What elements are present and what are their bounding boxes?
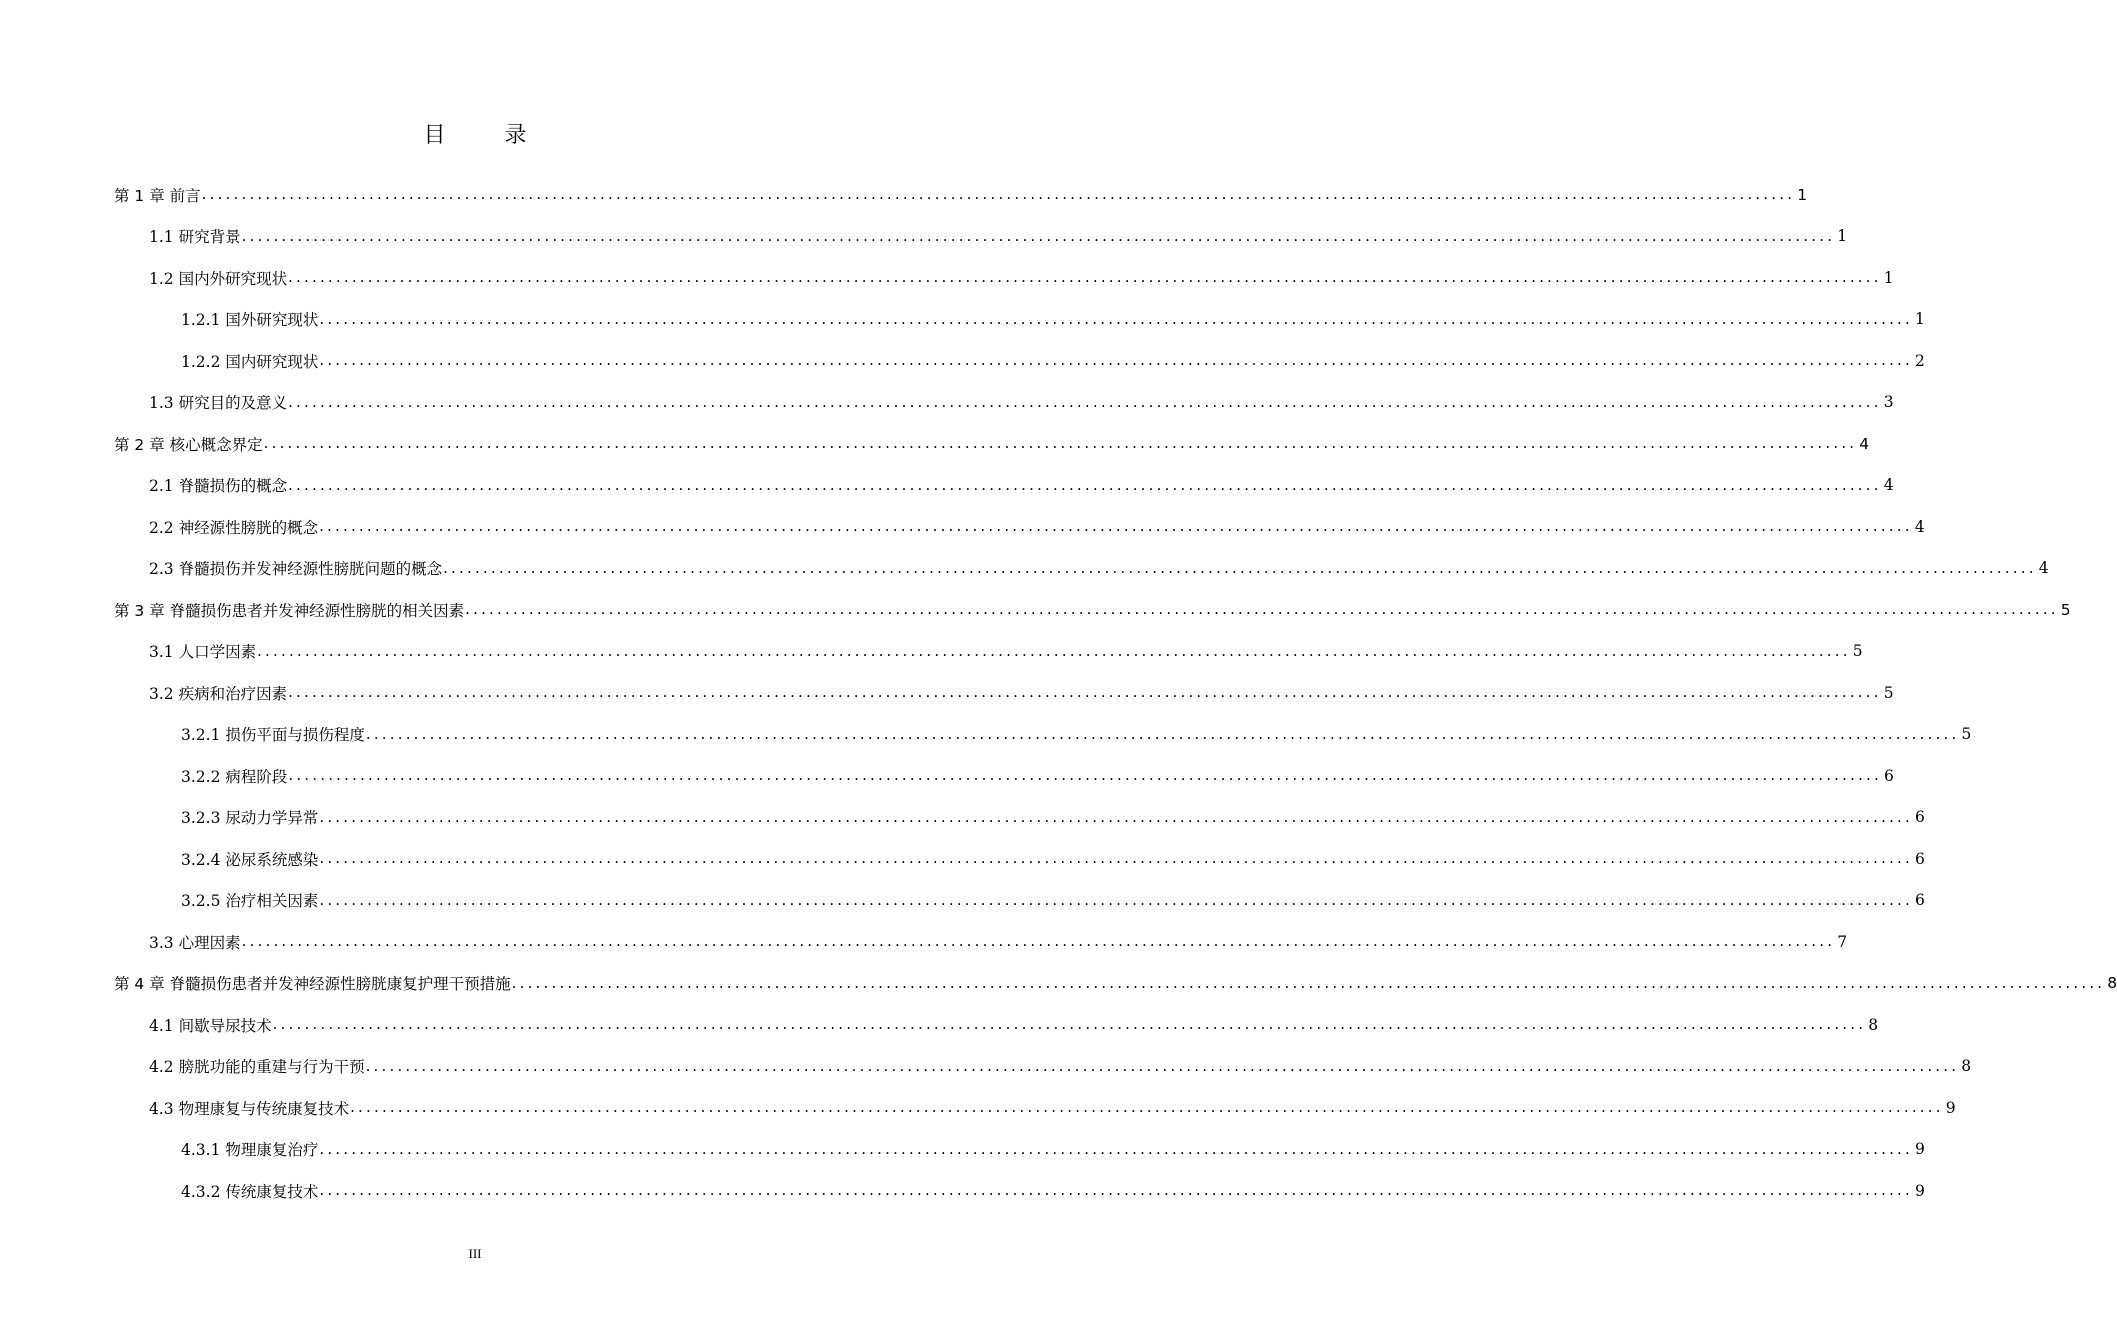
toc-entry[interactable] (114, 1004, 1879, 1046)
toc-entry-page: 3 (1883, 393, 1894, 412)
toc-leader-dots: ........................................................................................................................................................................................................ (319, 1181, 1913, 1200)
toc-entry-page: 1 (1915, 310, 1925, 329)
toc-entry-label: 4.3.1 物理康复治疗 (181, 1141, 319, 1160)
toc-leader-dots: ........................................................................................................................................................................................................ (288, 392, 1882, 411)
toc-entry[interactable] (114, 797, 1925, 839)
toc-entry[interactable] (114, 880, 1925, 922)
toc-entry-label: 4.3 物理康复与传统康复技术 (149, 1099, 350, 1118)
toc-title: 目 录 (423, 123, 553, 148)
toc-leader-dots: ........................................................................................................................................................................................................ (319, 807, 1913, 826)
page-number: III (468, 1246, 482, 1261)
toc-leader-dots: ........................................................................................................................................................................................................ (365, 724, 1960, 743)
toc-leader-dots: ........................................................................................................................................................................................................ (288, 268, 1882, 287)
toc-entry-page: 5 (1961, 725, 1972, 744)
toc-leader-dots: ........................................................................................................................................................................................................ (319, 309, 1913, 328)
toc-entry-page: 1 (1883, 268, 1894, 287)
toc-entry-page: 7 (1837, 932, 1848, 951)
toc-leader-dots: ........................................................................................................................................................................................................ (319, 849, 1913, 868)
toc-entry-label: 1.3 研究目的及意义 (149, 394, 288, 413)
toc-leader-dots: ........................................................................................................................................................................................................ (443, 558, 2037, 577)
toc-entry-page: 2 (1915, 351, 1925, 370)
toc-entry-label: 第 3 章 脊髓损伤患者并发神经源性膀胱的相关因素 (114, 601, 465, 620)
toc-leader-dots: ........................................................................................................................................................................................................ (319, 517, 1913, 536)
toc-entry[interactable] (114, 1046, 1972, 1088)
toc-entry-label: 2.3 脊髓损伤并发神经源性膀胱问题的概念 (149, 560, 443, 579)
toc-entry[interactable] (114, 838, 1925, 880)
toc-entry-page: 1 (1797, 185, 1808, 204)
toc-entry-page: 5 (2060, 600, 2071, 619)
toc-leader-dots: ........................................................................................................................................................................................................ (201, 185, 1796, 204)
toc-entry-page: 6 (1915, 849, 1925, 868)
toc-entry-label: 1.2.1 国外研究现状 (181, 311, 319, 330)
toc-leader-dots: ........................................................................................................................................................................................................ (288, 683, 1882, 702)
toc-leader-dots: ........................................................................................................................................................................................................ (272, 1015, 1867, 1034)
toc-entry-label: 3.2 疾病和治疗因素 (149, 684, 288, 703)
toc-entry-label: 4.3.2 传统康复技术 (181, 1182, 319, 1201)
toc-entry-label: 3.2.5 治疗相关因素 (181, 892, 319, 911)
toc-entry-label: 1.2.2 国内研究现状 (181, 352, 319, 371)
toc-entry[interactable] (114, 465, 1894, 507)
toc-entry-label: 2.2 神经源性膀胱的概念 (149, 518, 319, 537)
toc-leader-dots: ........................................................................................................................................................................................................ (241, 226, 1836, 245)
toc-leader-dots: ........................................................................................................................................................................................................ (365, 1056, 1960, 1075)
toc-entry-page: 4 (1914, 517, 1925, 536)
toc-entry-label: 第 1 章 前言 (114, 186, 201, 205)
toc-entry-page: 4 (1883, 476, 1894, 495)
toc-leader-dots: ........................................................................................................................................................................................................ (257, 641, 1851, 660)
toc-entry-page: 8 (2107, 974, 2117, 993)
toc-leader-dots: ........................................................................................................................................................................................................ (288, 475, 1882, 494)
toc-entry[interactable] (114, 1170, 1925, 1212)
toc-entry-label: 3.2.1 损伤平面与损伤程度 (181, 726, 365, 745)
toc-leader-dots: ........................................................................................................................................................................................................ (288, 766, 1882, 785)
toc-entry-page: 5 (1852, 642, 1863, 661)
toc-leader-dots: ........................................................................................................................................................................................................ (319, 351, 1913, 370)
toc-entry-label: 1.2 国内外研究现状 (149, 269, 288, 288)
toc-entry-label: 第 2 章 核心概念界定 (114, 435, 263, 454)
toc-entry[interactable] (114, 340, 1925, 382)
toc-entry-page: 1 (1837, 227, 1848, 246)
toc-entry-label: 4.2 膀胱功能的重建与行为干预 (149, 1058, 365, 1077)
toc-entry[interactable] (114, 299, 1925, 341)
toc-leader-dots: ........................................................................................................................................................................................................ (241, 932, 1836, 951)
toc-entry-page: 9 (1915, 1181, 1925, 1200)
toc-entry[interactable] (114, 755, 1894, 797)
toc-entry[interactable] (114, 921, 1848, 963)
toc-leader-dots: ........................................................................................................................................................................................................ (263, 434, 1858, 453)
toc-entry[interactable] (114, 1129, 1925, 1171)
toc-leader-dots: ........................................................................................................................................................................................................ (319, 1139, 1913, 1158)
toc-entry-page: 8 (1868, 1015, 1879, 1034)
toc-entry-label: 1.1 研究背景 (149, 228, 241, 247)
toc-entry[interactable] (114, 216, 1848, 258)
toc-entry-page: 4 (1859, 434, 1870, 453)
toc-leader-dots: ........................................................................................................................................................................................................ (350, 1098, 1944, 1117)
table-of-contents (114, 174, 2117, 1212)
toc-entry-label: 4.1 间歇导尿技术 (149, 1016, 272, 1035)
toc-leader-dots: ........................................................................................................................................................................................................ (465, 600, 2059, 619)
toc-entry[interactable] (114, 714, 1972, 756)
toc-leader-dots: ........................................................................................................................................................................................................ (319, 890, 1913, 909)
toc-entry-label: 3.2.4 泌尿系统感染 (181, 850, 319, 869)
toc-entry-page: 9 (1915, 1140, 1925, 1159)
toc-entry[interactable] (114, 257, 1894, 299)
toc-entry-page: 8 (1961, 1057, 1972, 1076)
toc-entry[interactable] (114, 506, 1925, 548)
toc-entry[interactable] (114, 382, 1894, 424)
toc-entry-page: 5 (1883, 683, 1894, 702)
toc-entry[interactable] (114, 423, 1870, 465)
toc-entry[interactable] (114, 963, 2117, 1005)
toc-entry-label: 2.1 脊髓损伤的概念 (149, 477, 288, 496)
toc-entry[interactable] (114, 631, 1863, 673)
toc-entry-page: 9 (1945, 1098, 1956, 1117)
toc-entry-label: 第 4 章 脊髓损伤患者并发神经源性膀胱康复护理干预措施 (114, 975, 511, 994)
toc-entry-label: 3.2.2 病程阶段 (181, 767, 288, 786)
toc-entry[interactable] (114, 589, 2071, 631)
toc-entry-label: 3.3 心理因素 (149, 933, 241, 952)
toc-entry[interactable] (114, 548, 2049, 590)
toc-entry[interactable] (114, 672, 1894, 714)
toc-entry-page: 6 (1915, 891, 1925, 910)
toc-entry-page: 6 (1884, 766, 1894, 785)
toc-entry-page: 4 (2038, 559, 2049, 578)
toc-entry-page: 6 (1915, 808, 1925, 827)
toc-leader-dots: ........................................................................................................................................................................................................ (511, 973, 2106, 992)
toc-entry-label: 3.2.3 尿动力学异常 (181, 809, 319, 828)
toc-entry-label: 3.1 人口学因素 (149, 643, 257, 662)
toc-entry[interactable] (114, 1087, 1956, 1129)
toc-entry[interactable] (114, 174, 1808, 216)
